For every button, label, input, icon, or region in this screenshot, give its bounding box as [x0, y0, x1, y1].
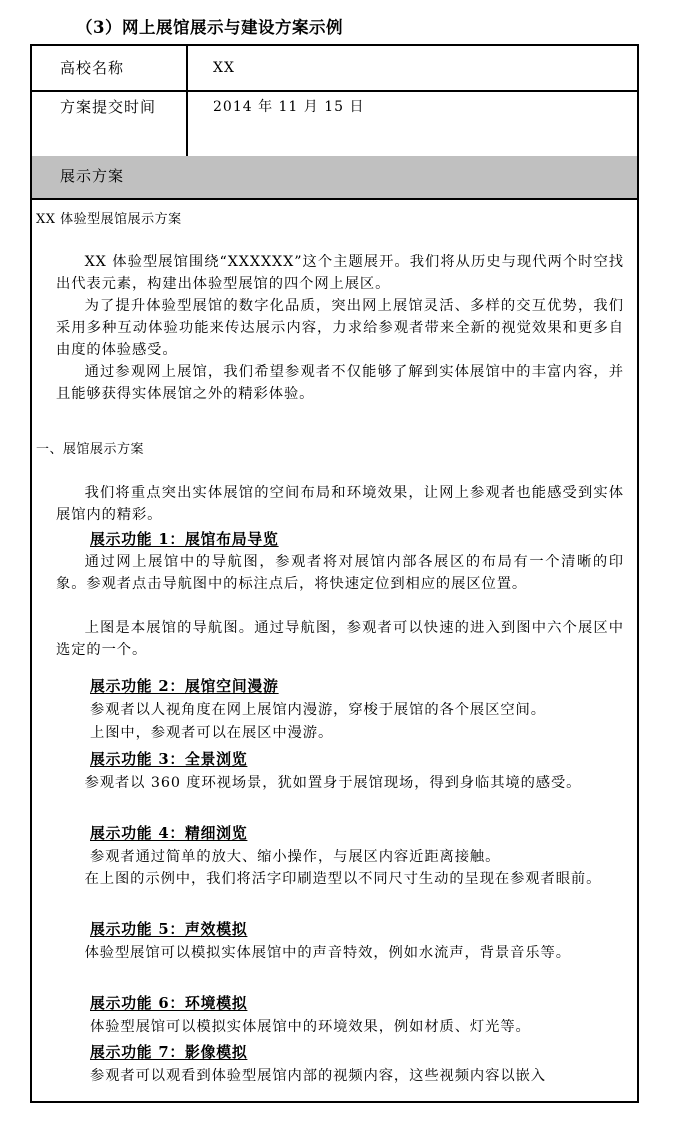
school-row	[32, 46, 637, 92]
feature-1-para-1: 通过网上展馆中的导航图，参观者将对展馆内部各展区的布局有一个清晰的印象。参观者点击导航图中的标注点后，将快速定位到相应的展区位置。	[56, 554, 624, 592]
plan-title: XX 体验型展馆展示方案	[36, 212, 182, 227]
submit-date-label: 方案提交时间	[60, 98, 157, 116]
feature-3-para-1: 参观者以 360 度环视场景，犹如置身于展馆现场，得到身临其境的感受。	[84, 775, 582, 791]
school-name-label: 高校名称	[60, 59, 125, 77]
document-heading: （3）网上展馆展示与建设方案示例	[76, 18, 343, 37]
feature-1-title: 展示功能 1：展馆布局导览	[90, 531, 279, 548]
feature-6-title: 展示功能 6：环境模拟	[90, 995, 248, 1012]
feature-2-para-1: 参观者以人视角度在网上展馆内漫游，穿梭于展馆的各个展区空间。	[90, 702, 546, 718]
feature-7-title: 展示功能 7：影像模拟	[90, 1044, 248, 1061]
section-1-title: 一、展馆展示方案	[36, 442, 145, 457]
feature-5-para-1: 体验型展馆可以模拟实体展馆中的声音特效，例如水流声，背景音乐等。	[84, 945, 571, 961]
feature-4-title: 展示功能 4：精细浏览	[90, 825, 248, 842]
feature-4-para-1: 参观者通过简单的放大、缩小操作，与展区内容近距离接触。	[90, 849, 501, 865]
feature-4-para-2: 在上图的示例中，我们将活字印刷造型以不同尺寸生动的呈现在参观者眼前。	[84, 871, 602, 887]
intro-paragraph-2: 为了提升体验型展馆的数字化品质，突出网上展馆灵活、多样的交互优势，我们采用多种互动体验功能来传达展示内容，力求给参观者带来全新的视觉效果和更多自由度的体验感受。	[56, 298, 624, 358]
submit-date-value: 2014 年 11 月 15 日	[213, 99, 365, 115]
feature-3-title: 展示功能 3：全景浏览	[90, 751, 248, 768]
date-row	[32, 90, 637, 158]
feature-1-para-2: 上图是本展馆的导航图。通过导航图，参观者可以快速的进入到图中六个展区中选定的一个。	[56, 620, 624, 658]
feature-7-para-1: 参观者可以观看到体验型展馆内部的视频内容，这些视频内容以嵌入	[90, 1068, 546, 1084]
intro-paragraph-1: XX 体验型展馆围绕“XXXXXX”这个主题展开。我们将从历史与现代两个时空找出代表元素，构建出体验型展馆的四个网上展区。	[56, 254, 624, 292]
plan-form-table	[30, 44, 639, 1103]
feature-2-title: 展示功能 2：展馆空间漫游	[90, 678, 279, 695]
feature-2-para-2: 上图中，参观者可以在展区中漫游。	[90, 725, 334, 741]
plan-header-label: 展示方案	[60, 167, 125, 185]
feature-6-para-1: 体验型展馆可以模拟实体展馆中的环境效果，例如材质、灯光等。	[90, 1019, 531, 1035]
section-1-intro: 我们将重点突出实体展馆的空间布局和环境效果，让网上参观者也能感受到实体展馆内的精彩。	[56, 485, 624, 523]
plan-header-row	[32, 156, 637, 200]
school-name-value: XX	[213, 60, 235, 76]
column-divider	[186, 46, 188, 156]
intro-paragraph-3: 通过参观网上展馆，我们希望参观者不仅能够了解到实体展馆中的丰富内容，并且能够获得实体展馆之外的精彩体验。	[56, 364, 624, 402]
feature-5-title: 展示功能 5：声效模拟	[90, 921, 248, 938]
